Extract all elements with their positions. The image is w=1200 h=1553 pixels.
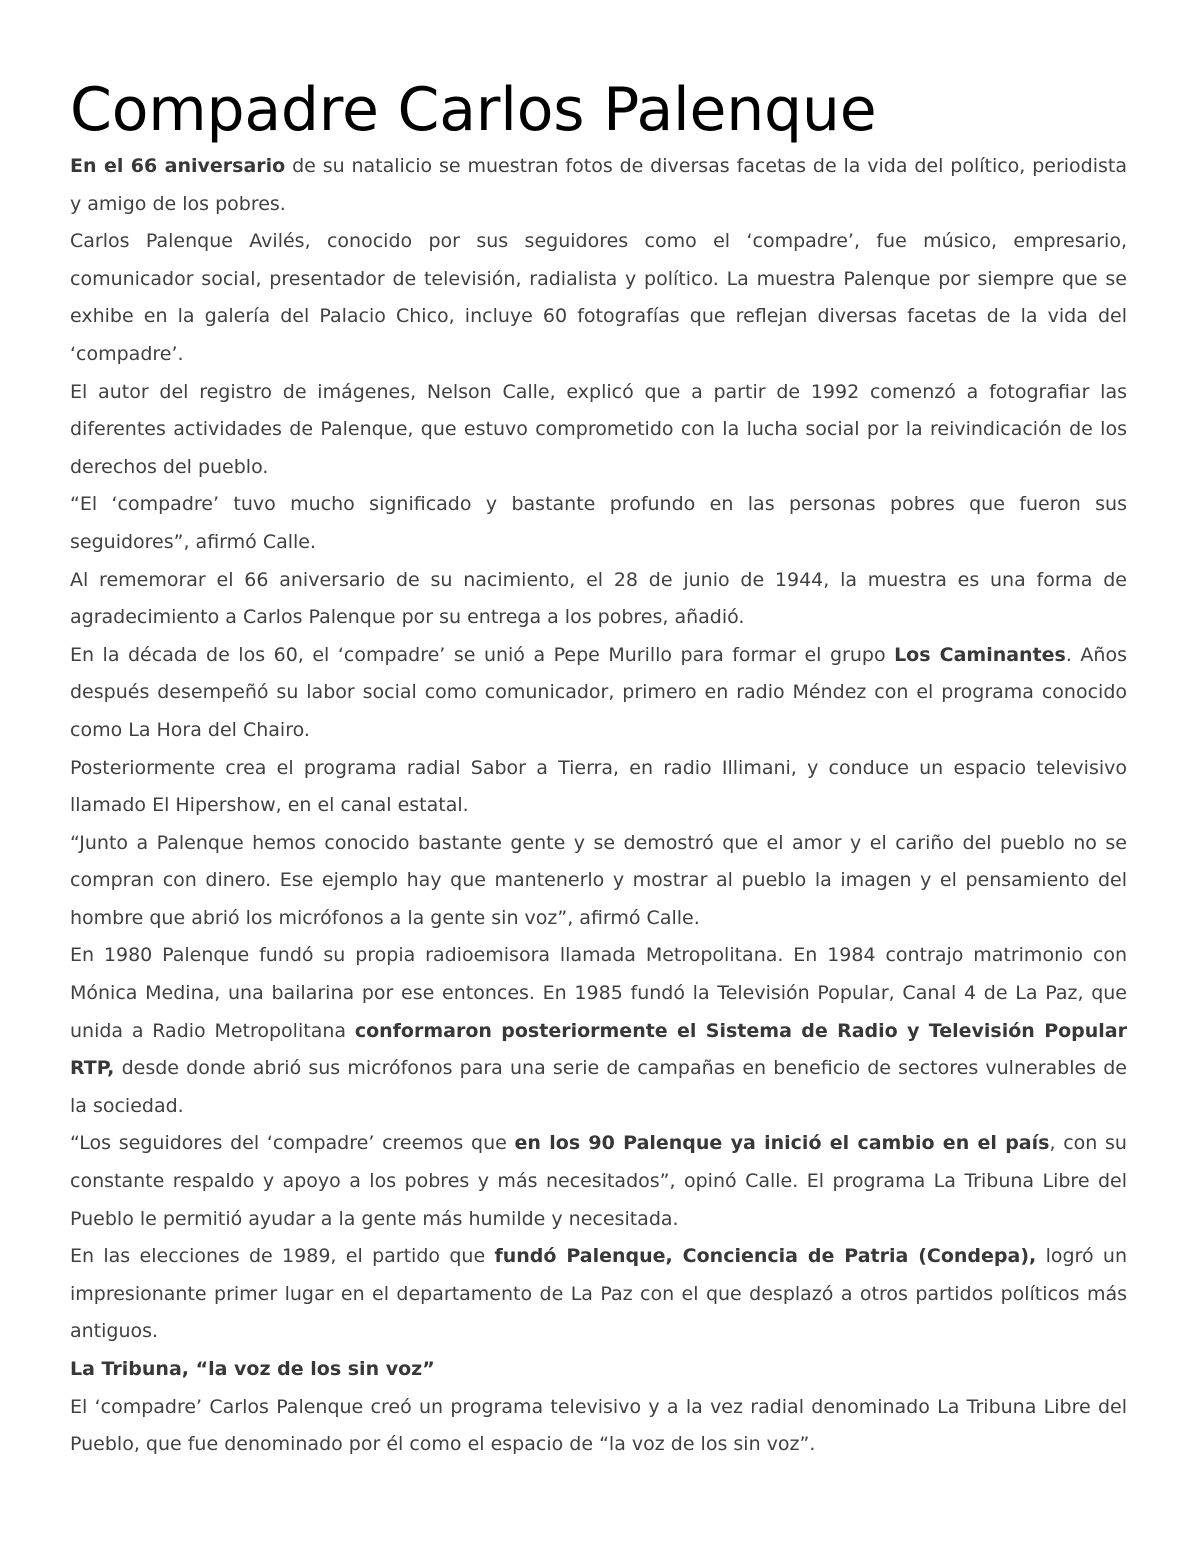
paragraph-biography: Carlos Palenque Avilés, conocido por sus seguidores como el ‘compadre’, fue músico, empresario, comunicador social, presentador de televisión, radialista y político. La muestra Palenque por siempre que se exhibe en la galería del Palacio Chico, incluye 60 fotografías que reflejan diversas facetas de la vida del ‘compadre’. (70, 230, 1127, 365)
section-heading: La Tribuna, “la voz de los sin voz” (70, 1358, 435, 1380)
paragraph-text: En la década de los 60, el ‘compadre’ se unió a Pepe Murillo para formar el grupo (70, 643, 895, 666)
paragraph-text: En 1980 Palenque fundó su propia radioemisora llamada Metropolitana. En 1984 contrajo matrimonio con Mónica Medina, una bailarina por ese entonces. En 1985 fundó la Televisión Popular, Canal 4 de La Paz, que unida a Radio Metropolitana (70, 944, 1127, 1042)
paragraph-text: , con su constante respaldo y apoyo a los pobres y más necesitados”, opinó Calle. El programa La Tribuna Libre del Pueblo le permitió ayudar a la gente más humilde y necesitada. (70, 1132, 1127, 1230)
bold-text: fundó Palenque, Conciencia de Patria (Condepa), (494, 1245, 1037, 1268)
paragraph-quote-2: “Junto a Palenque hemos conocido bastante gente y se demostró que el amor y el cariño del pueblo no se compran con dinero. Ese ejemplo hay que mantenerlo y mostrar al pueblo la imagen y el pensamiento del hombre que abrió los micrófonos a la gente sin voz”, afirmó Calle. (70, 831, 1127, 929)
paragraph-text: . Años después desempeñó su labor social como comunicador, primero en radio Méndez con el programa conocido como La Hora del Chairo. (70, 643, 1127, 741)
paragraph-programs: Posteriormente crea el programa radial Sabor a Tierra, en radio Illimani, y conduce un espacio televisivo llamado El Hipershow, en el canal estatal. (70, 756, 1127, 817)
paragraph-rtp (70, 937, 1127, 1125)
bold-text: conformaron posteriormente el Sistema de Radio y Televisión Popular RTP, (70, 1019, 1127, 1080)
paragraph-text: logró un impresionante primer lugar en el departamento de La Paz con el que desplazó a otros partidos políticos más antiguos. (70, 1245, 1127, 1343)
bold-text: En el 66 aniversario (70, 155, 286, 177)
paragraph-text: de su natalicio se muestran fotos de diversas facetas de la vida del político, periodista y amigo de los pobres. (70, 155, 1127, 215)
paragraph-quote-1: “El ‘compadre’ tuvo mucho significado y bastante profundo en las personas pobres que fueron sus seguidores”, afirmó Calle. (70, 493, 1127, 553)
document-page (70, 72, 1127, 1464)
paragraph-author: El autor del registro de imágenes, Nelson Calle, explicó que a partir de 1992 comenzó a fotografiar las diferentes actividades de Palenque, que estuvo comprometido con la lucha social por la reivindicación de los derechos del pueblo. (70, 380, 1127, 478)
bold-text: en los 90 Palenque ya inició el cambio en el país (514, 1132, 1050, 1155)
paragraph-text: desde donde abrió sus micrófonos para una serie de campañas en beneficio de sectores vulnerables de la sociedad. (70, 1057, 1127, 1117)
paragraph-intro (70, 148, 1127, 223)
paragraph-text: “Los seguidores del ‘compadre’ creemos que (70, 1132, 515, 1155)
bold-text: Los Caminantes (894, 643, 1066, 666)
paragraph-caminantes (70, 637, 1127, 750)
paragraph-condepa (70, 1238, 1127, 1351)
document-title: Compadre Carlos Palenque (70, 75, 877, 145)
paragraph-tribuna: El ‘compadre’ Carlos Palenque creó un programa televisivo y a la vez radial denominado La Tribuna Libre del Pueblo, que fue denominado por él como el espacio de “la voz de los sin voz”. (70, 1395, 1127, 1456)
paragraph-anniversary: Al rememorar el 66 aniversario de su nacimiento, el 28 de junio de 1944, la muestra es una forma de agradecimiento a Carlos Palenque por su entrega a los pobres, añadió. (70, 568, 1127, 629)
paragraph-quote-3 (70, 1125, 1127, 1238)
paragraph-text: En las elecciones de 1989, el partido que (70, 1245, 495, 1268)
